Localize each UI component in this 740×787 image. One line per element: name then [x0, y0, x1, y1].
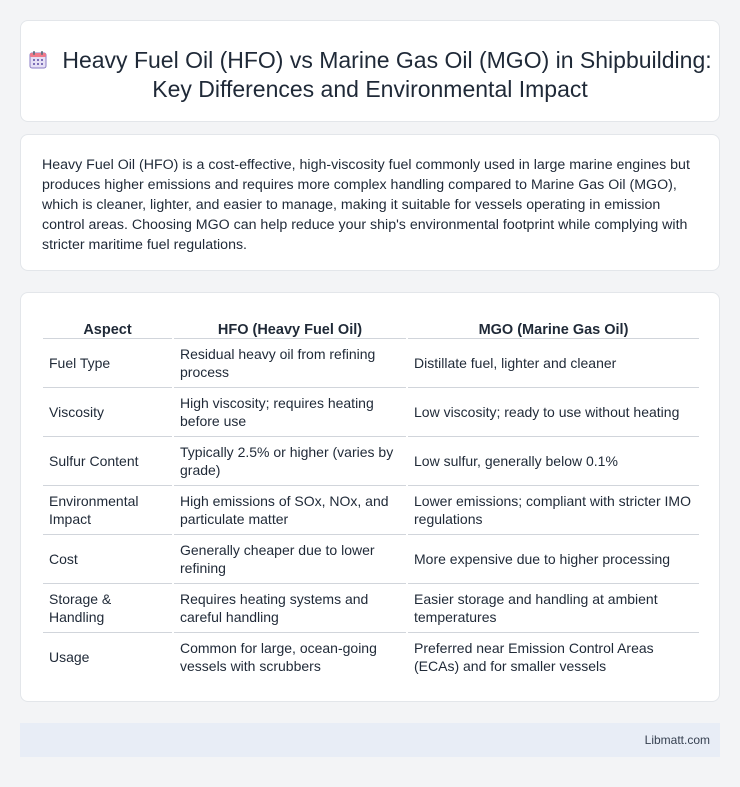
- title-card: [20, 20, 720, 122]
- row-mgo: Easier storage and handling at ambient temperatures: [407, 583, 699, 632]
- footer-brand: Libmatt.com: [644, 733, 710, 747]
- row-aspect: Cost: [43, 534, 173, 583]
- page-title: [21, 46, 719, 104]
- table-row: [43, 583, 699, 632]
- comparison-card: [20, 292, 720, 702]
- row-mgo: Low viscosity; ready to use without heating: [407, 387, 699, 436]
- row-aspect: Fuel Type: [43, 338, 173, 387]
- row-mgo: Preferred near Emission Control Areas (ECAs) and for smaller vessels: [414, 639, 654, 674]
- header-hfo: HFO (Heavy Fuel Oil): [173, 316, 407, 338]
- row-hfo: Generally cheaper due to lower refining: [173, 534, 407, 583]
- intro-card: [20, 134, 720, 271]
- footer-bar: [20, 723, 720, 757]
- row-hfo: High viscosity; requires heating before use: [173, 387, 407, 436]
- row-mgo: Low sulfur, generally below 0.1%: [407, 436, 699, 485]
- page-title-text: Heavy Fuel Oil (HFO) vs Marine Gas Oil (MGO) in Shipbuilding: Key Differences and Environmental Impact: [62, 47, 712, 102]
- header-aspect: Aspect: [43, 316, 173, 338]
- intro-paragraph: Heavy Fuel Oil (HFO) is a cost-effective, high-viscosity fuel commonly used in large marine engines but produces higher emissions and requires more complex handling compared to Marine Gas Oil (MGO), which is cleaner, lighter, and easier to manage, making it suitable for vessels operating in emission control areas. Choosing MGO can help reduce your ship's environmental footprint while complying with stricter maritime fuel regulations.: [42, 157, 690, 253]
- calendar-icon: [28, 48, 48, 68]
- row-hfo: Residual heavy oil from refining process: [173, 338, 407, 387]
- row-aspect: Sulfur Content: [43, 436, 173, 485]
- row-aspect: Usage: [43, 632, 173, 681]
- header-mgo: MGO (Marine Gas Oil): [407, 316, 699, 338]
- table-row: [43, 485, 699, 534]
- table-row: [43, 387, 699, 436]
- table-row: [43, 632, 699, 681]
- row-mgo: More expensive due to higher processing: [407, 534, 699, 583]
- row-hfo: Common for large, ocean-going vessels with scrubbers: [173, 632, 407, 681]
- row-aspect: Environmental Impact: [43, 485, 173, 534]
- row-mgo: Lower emissions; compliant with stricter IMO regulations: [407, 485, 699, 534]
- table-header-row: [43, 316, 699, 338]
- row-hfo: Typically 2.5% or higher (varies by grade): [173, 436, 407, 485]
- comparison-table: [43, 316, 699, 681]
- row-aspect: Storage & Handling: [43, 583, 173, 632]
- row-hfo: High emissions of SOx, NOx, and particulate matter: [173, 485, 407, 534]
- table-row: [43, 338, 699, 387]
- row-mgo: Distillate fuel, lighter and cleaner: [407, 338, 699, 387]
- table-row: [43, 436, 699, 485]
- row-hfo: Requires heating systems and careful handling: [173, 583, 407, 632]
- row-aspect: Viscosity: [43, 387, 173, 436]
- table-row: [43, 534, 699, 583]
